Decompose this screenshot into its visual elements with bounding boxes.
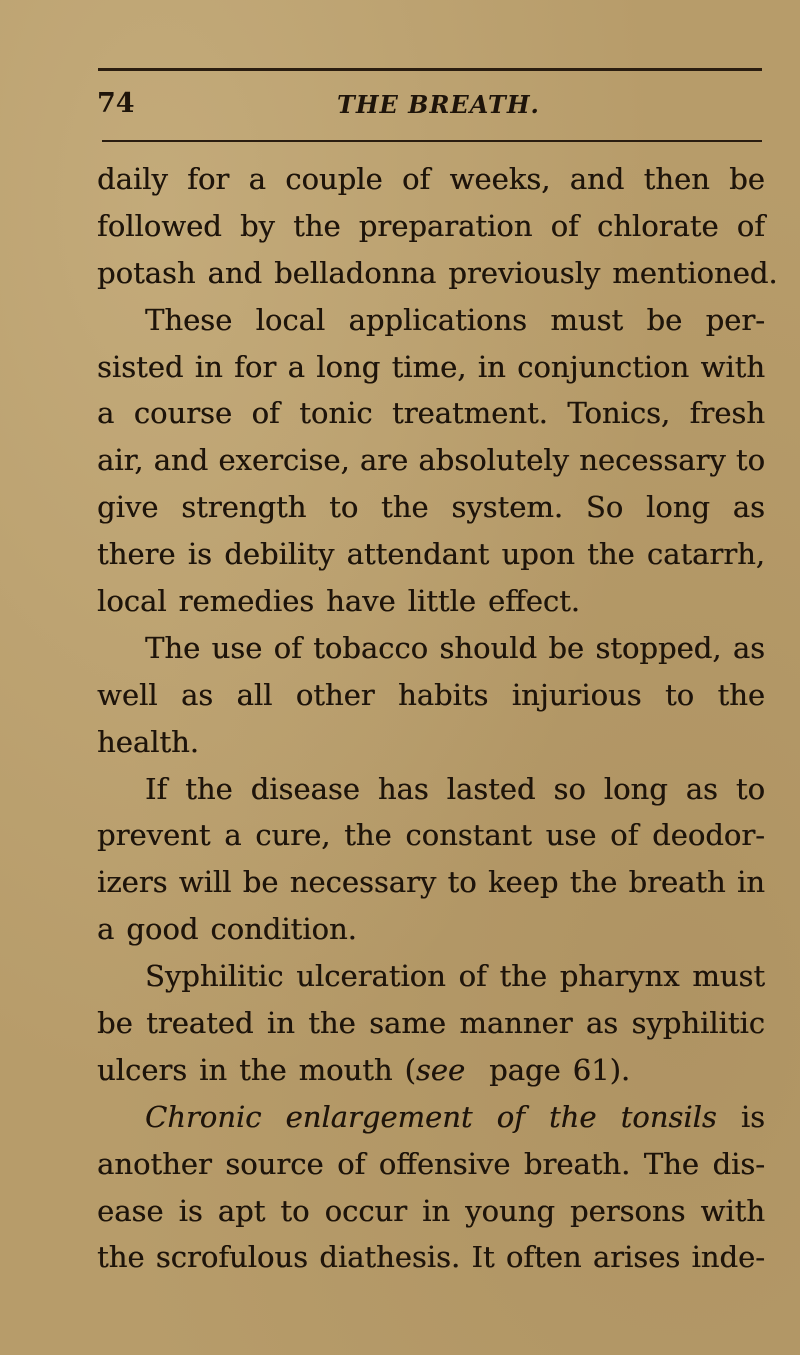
word: the	[185, 771, 233, 806]
text-line	[97, 1188, 765, 1235]
word: give	[97, 490, 159, 525]
word: scrofulous	[155, 1240, 308, 1275]
word: ease	[97, 1193, 164, 1228]
word: manner	[459, 1006, 573, 1041]
text-line	[97, 531, 765, 578]
word: is	[740, 1099, 765, 1134]
word: a	[224, 818, 242, 853]
text-line	[97, 1000, 765, 1047]
text-line	[97, 437, 765, 484]
word: be	[242, 865, 279, 900]
word: exercise,	[218, 443, 350, 478]
text-line	[97, 859, 765, 906]
word: be	[646, 302, 683, 337]
word: the	[381, 490, 429, 525]
word: strength	[181, 490, 307, 525]
word: of	[273, 630, 302, 665]
word: persons	[569, 1193, 686, 1228]
word: The	[643, 1146, 699, 1181]
word: Chronic	[145, 1099, 262, 1134]
text-line	[97, 1094, 765, 1141]
text-line	[97, 1234, 765, 1281]
text-line	[97, 484, 765, 531]
word: little	[407, 584, 476, 619]
text-line	[97, 625, 765, 672]
word: in	[194, 349, 223, 384]
word: preparation	[358, 208, 533, 243]
word: in	[477, 349, 506, 384]
word: a	[287, 349, 305, 384]
word: per-	[705, 302, 765, 337]
word: have	[326, 584, 396, 619]
word: previously	[448, 255, 601, 290]
word: time,	[391, 349, 467, 384]
word: of	[496, 1099, 525, 1134]
word: habits	[398, 677, 489, 712]
word: to	[280, 1193, 310, 1228]
word: enlargement	[285, 1099, 473, 1134]
word: use	[545, 818, 597, 853]
word: in	[422, 1193, 451, 1228]
word: as	[732, 490, 765, 525]
word: the	[239, 1052, 287, 1087]
word: the	[499, 959, 547, 994]
word: course	[133, 396, 233, 431]
word: health.	[97, 724, 199, 759]
word: same	[369, 1006, 446, 1041]
text-line	[97, 390, 765, 437]
word: prevent	[97, 818, 211, 853]
word: effect.	[487, 584, 580, 619]
word: the	[293, 208, 341, 243]
text-line	[97, 1141, 765, 1188]
word: there	[97, 537, 176, 572]
page-number: 74	[97, 88, 135, 119]
word: of	[337, 1146, 366, 1181]
word: is	[178, 1193, 203, 1228]
word: be	[729, 162, 765, 196]
word: and	[569, 162, 625, 196]
word: a	[97, 396, 115, 431]
word: of	[736, 208, 765, 243]
word: cure,	[255, 818, 331, 853]
header-rule-bottom	[102, 140, 762, 142]
word: conjunction	[517, 349, 690, 384]
text-line	[97, 578, 765, 625]
text-line	[97, 156, 765, 203]
word: use	[211, 630, 263, 665]
word: in	[266, 1006, 295, 1041]
word: the	[569, 865, 618, 900]
word: long	[603, 771, 668, 806]
text-line	[97, 906, 765, 953]
word: pharynx	[559, 959, 680, 994]
word: must	[550, 302, 624, 337]
word: upon	[501, 537, 575, 572]
word: chlorate	[596, 208, 719, 243]
word: for	[187, 162, 230, 196]
word: other	[295, 677, 375, 712]
text-line	[97, 672, 765, 719]
word: young	[465, 1193, 555, 1228]
word: ulcers	[97, 1052, 188, 1087]
word: sisted	[97, 349, 184, 384]
word: air,	[97, 443, 144, 478]
text-line	[97, 297, 765, 344]
word: dis-	[712, 1146, 765, 1181]
word: It	[471, 1240, 495, 1275]
word: the	[587, 537, 635, 572]
word: treatment.	[391, 396, 548, 431]
word: be	[548, 630, 585, 665]
word: the	[308, 1006, 356, 1041]
word: injurious	[511, 677, 642, 712]
word: belladonna	[274, 255, 437, 290]
word: and	[207, 255, 263, 290]
word: so	[553, 771, 586, 806]
word: of	[251, 396, 280, 431]
word: of	[458, 959, 487, 994]
word-italic: see	[415, 1052, 466, 1087]
word: fresh	[689, 396, 765, 431]
word: long	[316, 349, 381, 384]
word: to	[664, 677, 695, 712]
word: and	[153, 443, 209, 478]
word: in	[199, 1052, 228, 1087]
word: absolutely	[418, 443, 569, 478]
word: as	[180, 677, 214, 712]
word: offensive	[378, 1146, 511, 1181]
word: as	[685, 771, 718, 806]
word: (see	[405, 1047, 478, 1094]
word: to	[735, 443, 765, 478]
word: mouth	[298, 1052, 393, 1087]
word: tonsils	[620, 1099, 717, 1134]
word: If	[145, 771, 168, 806]
word: catarrh,	[646, 537, 765, 572]
word: remedies	[178, 584, 315, 619]
word: breath	[628, 865, 726, 900]
word: treated	[146, 1006, 254, 1041]
word: will	[178, 865, 232, 900]
word: weeks,	[449, 162, 551, 196]
word: tonic	[299, 396, 373, 431]
word: a	[97, 912, 115, 947]
running-header	[97, 88, 763, 128]
word: 61).	[572, 1052, 631, 1087]
word: daily	[97, 162, 168, 196]
word: necessary	[579, 443, 726, 478]
word: condition.	[210, 912, 357, 947]
word: with	[700, 1193, 765, 1228]
word: to	[329, 490, 359, 525]
word: often	[505, 1240, 582, 1275]
word: the	[97, 1240, 145, 1275]
word: ulceration	[296, 959, 446, 994]
word: is	[187, 537, 212, 572]
word: lasted	[446, 771, 536, 806]
word: to	[447, 865, 477, 900]
text-line	[97, 766, 765, 813]
text-line	[97, 953, 765, 1000]
word: These	[145, 302, 233, 337]
word: as	[732, 630, 765, 665]
word: mentioned.	[612, 255, 778, 290]
word: in	[736, 865, 765, 900]
word: source	[225, 1146, 324, 1181]
word: tobacco	[313, 630, 429, 665]
word: all	[236, 677, 273, 712]
text-line	[97, 1047, 765, 1094]
text-line	[97, 812, 765, 859]
word: for	[234, 349, 277, 384]
word: with	[700, 349, 765, 384]
word: of	[401, 162, 431, 196]
word: potash	[97, 255, 196, 290]
word: well	[97, 677, 158, 712]
word: of	[610, 818, 639, 853]
word: The	[145, 630, 201, 665]
running-title: THE BREATH.	[337, 90, 540, 119]
word: long	[645, 490, 710, 525]
word: the	[548, 1099, 597, 1134]
word: system.	[451, 490, 564, 525]
text-line	[97, 203, 765, 250]
word: the	[717, 677, 765, 712]
text-line	[97, 250, 778, 297]
word: So	[585, 490, 624, 525]
word: are	[359, 443, 409, 478]
word: diathesis.	[319, 1240, 461, 1275]
text-line	[97, 719, 765, 766]
word: applications	[348, 302, 527, 337]
word: good	[126, 912, 199, 947]
word: syphilitic	[631, 1006, 765, 1041]
word: must	[692, 959, 765, 994]
word: keep	[487, 865, 559, 900]
word: followed	[97, 208, 222, 243]
word: deodor-	[652, 818, 765, 853]
word: local	[255, 302, 326, 337]
word: local	[97, 584, 167, 619]
word: Tonics,	[567, 396, 671, 431]
text-line	[97, 344, 765, 391]
body-text	[97, 156, 778, 1281]
word: Syphilitic	[145, 959, 284, 994]
word: to	[735, 771, 765, 806]
word: as	[585, 1006, 619, 1041]
word: breath.	[523, 1146, 631, 1181]
word: necessary	[289, 865, 437, 900]
word: page	[489, 1052, 561, 1087]
word: should	[439, 630, 537, 665]
header-rule-top	[98, 68, 762, 71]
word: constant	[405, 818, 532, 853]
word: the	[344, 818, 392, 853]
word: occur	[324, 1193, 408, 1228]
word: couple	[285, 162, 383, 196]
word: inde-	[691, 1240, 765, 1275]
word: debility	[224, 537, 335, 572]
word: of	[550, 208, 579, 243]
word: arises	[592, 1240, 681, 1275]
word: izers	[97, 865, 168, 900]
word: a	[248, 162, 266, 196]
word: another	[97, 1146, 212, 1181]
word: then	[643, 162, 710, 196]
word: by	[239, 208, 275, 243]
word: attendant	[346, 537, 490, 572]
word: disease	[250, 771, 360, 806]
word: stopped,	[595, 630, 722, 665]
word: has	[377, 771, 429, 806]
word: apt	[217, 1193, 266, 1228]
word: be	[97, 1006, 133, 1041]
